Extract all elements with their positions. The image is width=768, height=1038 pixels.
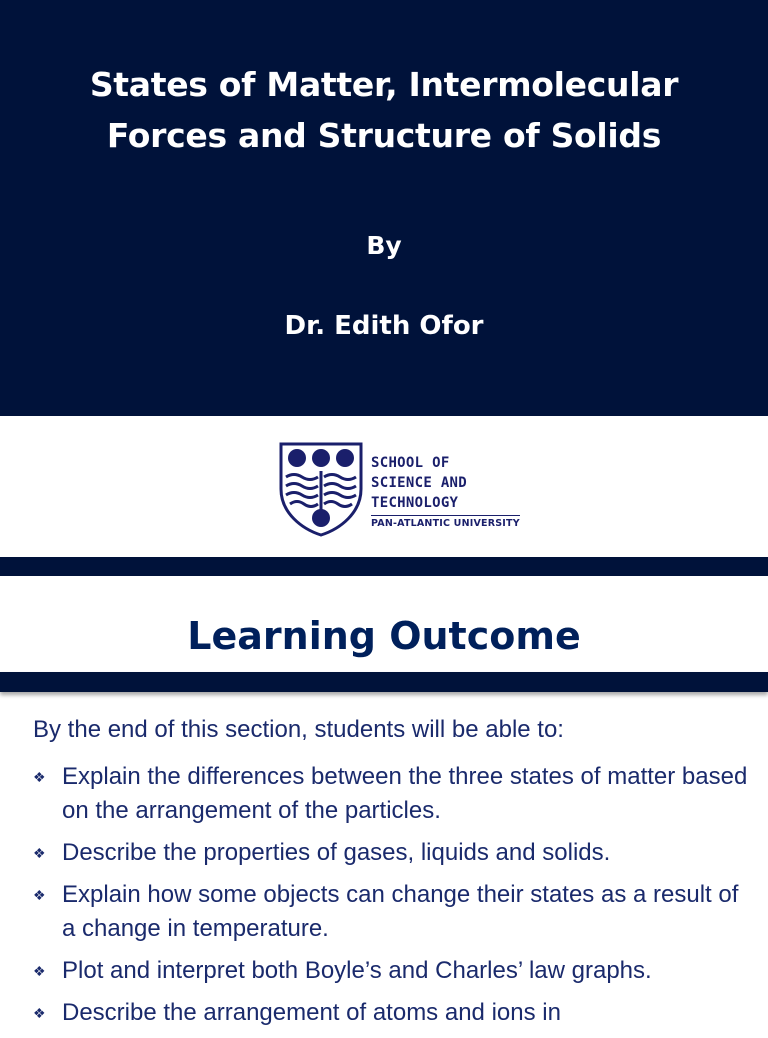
title-banner (0, 0, 768, 416)
bullet-text: Explain how some objects can change their states as a result of a change in temperature. (62, 881, 739, 942)
diamond-bullet-icon: ❖ (33, 769, 46, 785)
diamond-bullet-icon: ❖ (33, 845, 46, 861)
title-line-1: States of Matter, Intermolecular (89, 65, 679, 104)
logo-line-3: TECHNOLOGY (371, 495, 459, 511)
heading-rule (0, 672, 768, 692)
title-line-2: Forces and Structure of Solids (106, 116, 662, 155)
list-item (33, 878, 753, 946)
author-name: Dr. Edith Ofor (284, 311, 484, 341)
slide-heading: Learning Outcome (187, 614, 581, 658)
logo-university: PAN-ATLANTIC UNIVERSITY (371, 518, 520, 529)
learning-outcome-slide (0, 576, 768, 1024)
list-item (33, 954, 753, 988)
bullet-text: Describe the properties of gases, liquids and solids. (62, 839, 611, 866)
logo-text (371, 453, 520, 529)
list-item (33, 996, 753, 1030)
diamond-bullet-icon: ❖ (33, 963, 46, 979)
bullet-text: Explain the differences between the three states of matter based on the arrangement of the particles. (62, 763, 748, 824)
diamond-bullet-icon: ❖ (33, 887, 46, 903)
list-item (33, 836, 753, 870)
bullet-text: Describe the arrangement of atoms and ions in (62, 999, 561, 1026)
logo-line-1: SCHOOL OF (371, 455, 450, 471)
bullet-list (33, 760, 753, 1038)
list-item (33, 760, 753, 828)
by-label: By (366, 231, 402, 260)
diamond-bullet-icon: ❖ (33, 1005, 46, 1021)
intro-text: By the end of this section, students will be able to: (33, 716, 564, 743)
slide-divider (0, 557, 768, 576)
bullet-text: Plot and interpret both Boyle’s and Charles’ law graphs. (62, 957, 652, 984)
logo-divider (371, 515, 520, 516)
shield-crest-icon (278, 441, 364, 537)
logo-line-2: SCIENCE AND (371, 475, 468, 491)
school-logo (278, 441, 528, 541)
